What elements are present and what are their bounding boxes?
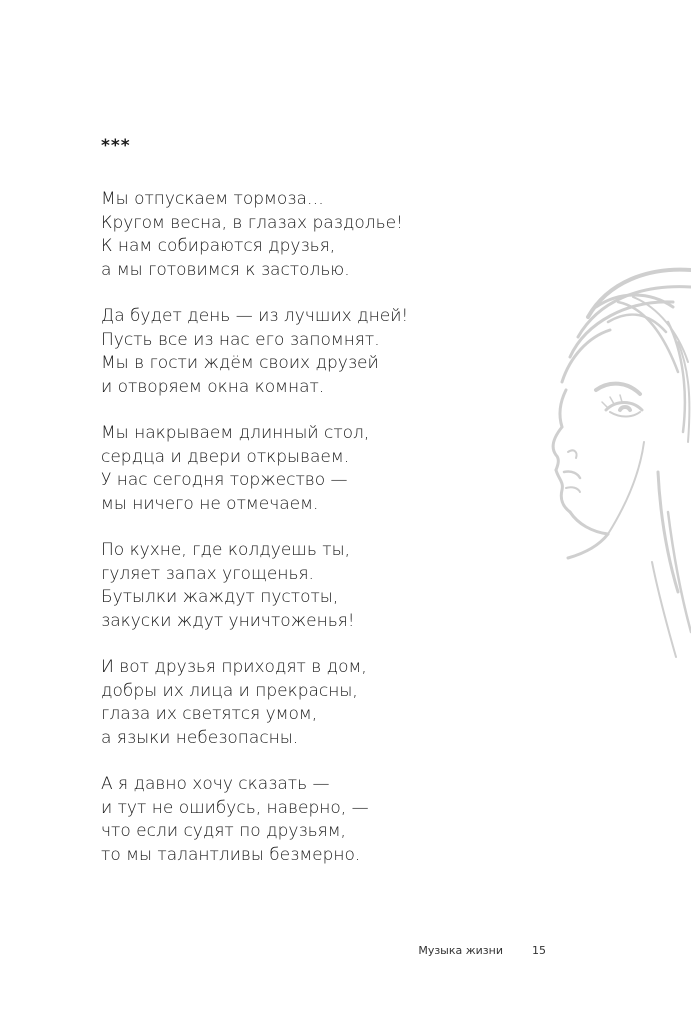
poem-line: Мы в гости ждём своих друзей [101,353,379,373]
poem-line: У нас сегодня торжество — [101,470,348,490]
running-title: Музыка жизни [418,944,503,957]
poem-line: сердца и двери открываем. [101,446,350,467]
poem-line: А я давно хочу сказать — [101,774,330,794]
page-footer [0,943,691,959]
poem-line: Мы накрываем длинный стол, [101,423,370,443]
poem-line: Мы отпускаем тормоза… [101,189,324,209]
stanza [101,539,521,633]
stanza [101,773,521,867]
poem-line: а мы готовимся к застолью. [101,259,350,280]
poem-line: добры их лица и прекрасны, [101,680,358,701]
poem-line: По кухне, где колдуешь ты, [101,540,351,560]
poem-separator: *** [101,136,131,156]
poem-line: гуляет запах угощенья. [101,563,314,584]
poem-line: Бутылки жаждут пустоты, [101,587,339,607]
poem-line: а языки небезопасны. [101,727,299,748]
poem-line: и отворяем окна комнат. [101,376,325,397]
poem-line: и тут не ошибусь, наверно, — [101,797,369,818]
poem-line: Пусть все из нас его запомнят. [101,329,380,350]
poem-line: Кругом весна, в глазах раздолье! [101,212,403,233]
poem-line: Да будет день — из лучших дней! [101,306,409,326]
poem [101,188,521,890]
poem-line: закуски ждут уничтоженья! [101,610,355,631]
poem-line: К нам собираются друзья, [101,236,336,256]
poem-line: глаза их светятся умом, [101,704,318,724]
poem-line: И вот друзья приходят в дом, [101,657,367,677]
stanza [101,422,521,516]
stanza [101,305,521,399]
stanza [101,656,521,750]
poem-line: мы ничего не отмечаем. [101,493,319,514]
poem-line: то мы талантливы безмерно. [101,844,361,865]
stanza [101,188,521,282]
page-number: 15 [532,944,546,957]
poem-line: что если судят по друзьям, [101,821,346,841]
woman-profile-sketch-icon [548,262,691,662]
